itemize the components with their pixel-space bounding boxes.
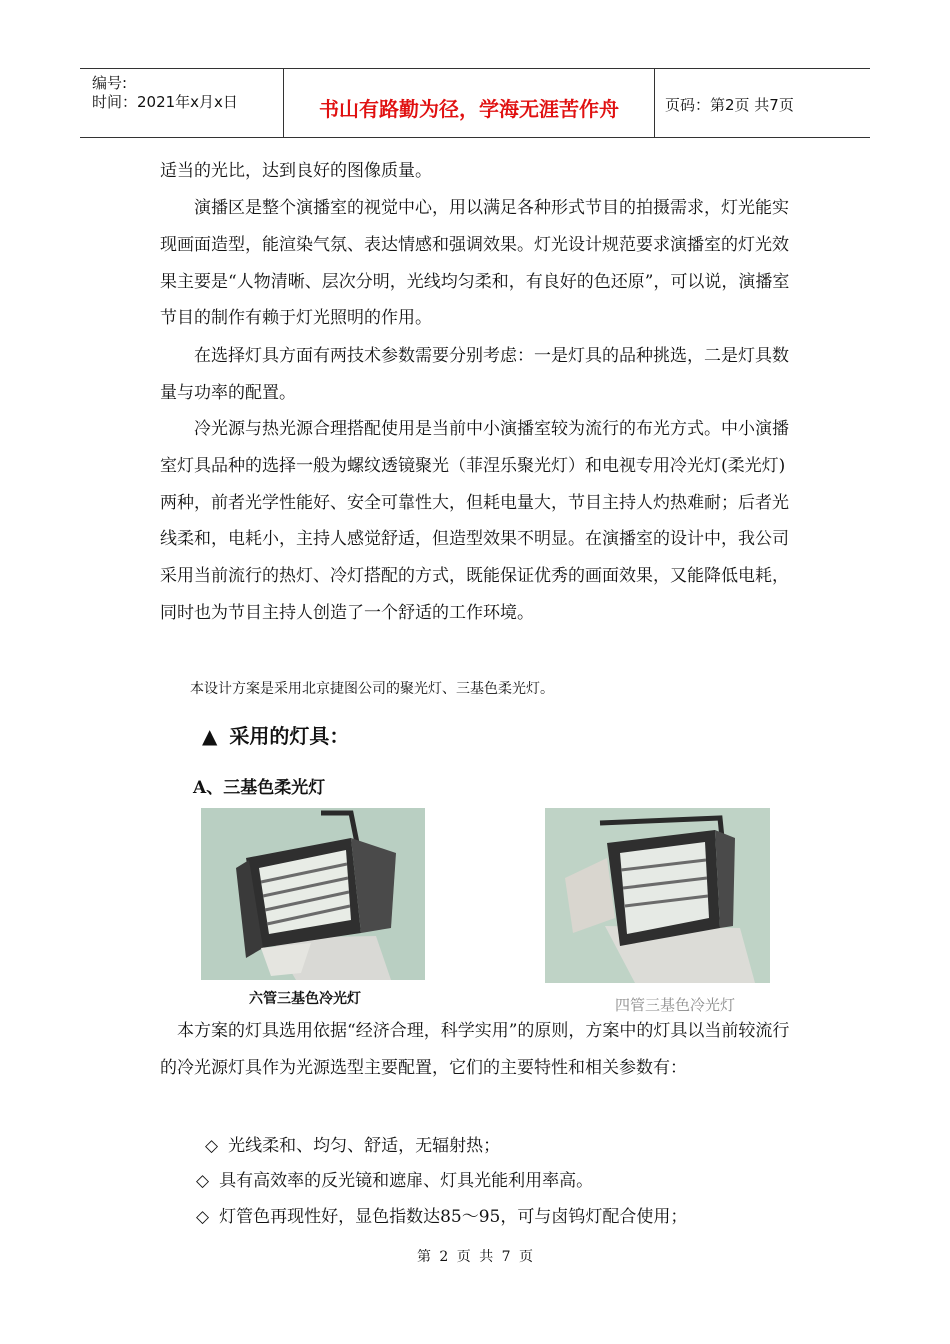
four-tube-light-photo — [545, 808, 770, 983]
paragraph-4: 冷光源与热光源合理搭配使用是当前中小演播室较为流行的布光方式。中小演播室灯具品种的选择一般为螺纹透镜聚光（菲涅乐聚光灯）和电视专用冷光灯(柔光灯)两种，前者光学性能好、安全可靠性大，但耗电量大，节目主持人灼热难耐；后者光线柔和，电耗小，主持人感觉舒适，但造型效果不明显。在演播室的设计中，我公司采用当前流行的热灯、冷灯搭配的方式，既能保证优秀的画面效果，又能降低电耗，同时也为节目主持人创造了一个舒适的工作环境。 — [160, 419, 789, 623]
list-item — [205, 1131, 500, 1156]
paragraph-1: 适当的光比，达到良好的图像质量。 — [160, 161, 432, 181]
diamond-bullet-icon: ◇ — [196, 1207, 210, 1227]
diamond-bullet-icon: ◇ — [205, 1136, 219, 1156]
footer-total-pages: 7 — [501, 1249, 511, 1265]
footer-ye-2: 页 — [519, 1249, 534, 1265]
photo-caption-four-tube: 四管三基色冷光灯 — [615, 996, 736, 1014]
sub-heading: A、三基色柔光灯 — [193, 778, 326, 798]
design-note: 本设计方案是采用北京捷图公司的聚光灯、三基色柔光灯。 — [190, 681, 554, 697]
page-info: 页码：第2页 共7页 — [665, 96, 794, 114]
six-tube-light-photo — [201, 808, 425, 980]
section-heading — [202, 720, 349, 749]
list-item-text: 灯管色再现性好，显色指数达85～95，可与卤钨灯配合使用； — [219, 1207, 688, 1227]
footer-ye: 页 — [456, 1249, 471, 1265]
header-left-cell — [80, 69, 284, 137]
triangle-marker-icon: ▲ — [202, 724, 218, 748]
motto-text: 书山有路勤为径，学海无涯苦作舟 — [319, 97, 619, 121]
list-item-text: 具有高效率的反光镜和遮扉、灯具光能利用率高。 — [219, 1171, 594, 1191]
photo-caption-six-tube: 六管三基色冷光灯 — [249, 991, 361, 1007]
diamond-bullet-icon: ◇ — [196, 1171, 210, 1191]
time-label: 时间：2021年x月x日 — [92, 93, 238, 111]
header-right-cell — [655, 69, 870, 137]
list-item — [196, 1166, 593, 1191]
header-middle-cell — [284, 69, 655, 137]
page-header — [80, 68, 870, 138]
page-footer — [0, 1246, 950, 1266]
paragraph-6: 本方案的灯具选用依据“经济合理，科学实用”的原则，方案中的灯具以当前较流行的冷光源灯具作为光源选型主要配置，它们的主要特性和相关参数有： — [160, 1021, 790, 1078]
list-item-text: 光线柔和、均匀、舒适，无辐射热； — [228, 1136, 501, 1156]
number-label: 编号: — [92, 74, 128, 92]
section-title: 采用的灯具： — [229, 724, 350, 748]
paragraph-2: 演播区是整个演播室的视觉中心，用以满足各种形式节目的拍摄需求，灯光能实现画面造型，能渲染气氛、表达情感和强调效果。灯光设计规范要求演播室的灯光效果主要是“人物清晰、层次分明，光线均匀柔和，有良好的色还原”，可以说，演播室节目的制作有赖于灯光照明的作用。 — [160, 198, 790, 329]
list-item — [196, 1202, 687, 1227]
footer-gong: 共 — [479, 1249, 494, 1265]
paragraph-3: 在选择灯具方面有两技术参数需要分别考虑：一是灯具的品种挑选，二是灯具数量与功率的配置。 — [160, 346, 789, 403]
footer-page-number: 2 — [439, 1249, 449, 1265]
footer-di: 第 — [416, 1249, 431, 1265]
